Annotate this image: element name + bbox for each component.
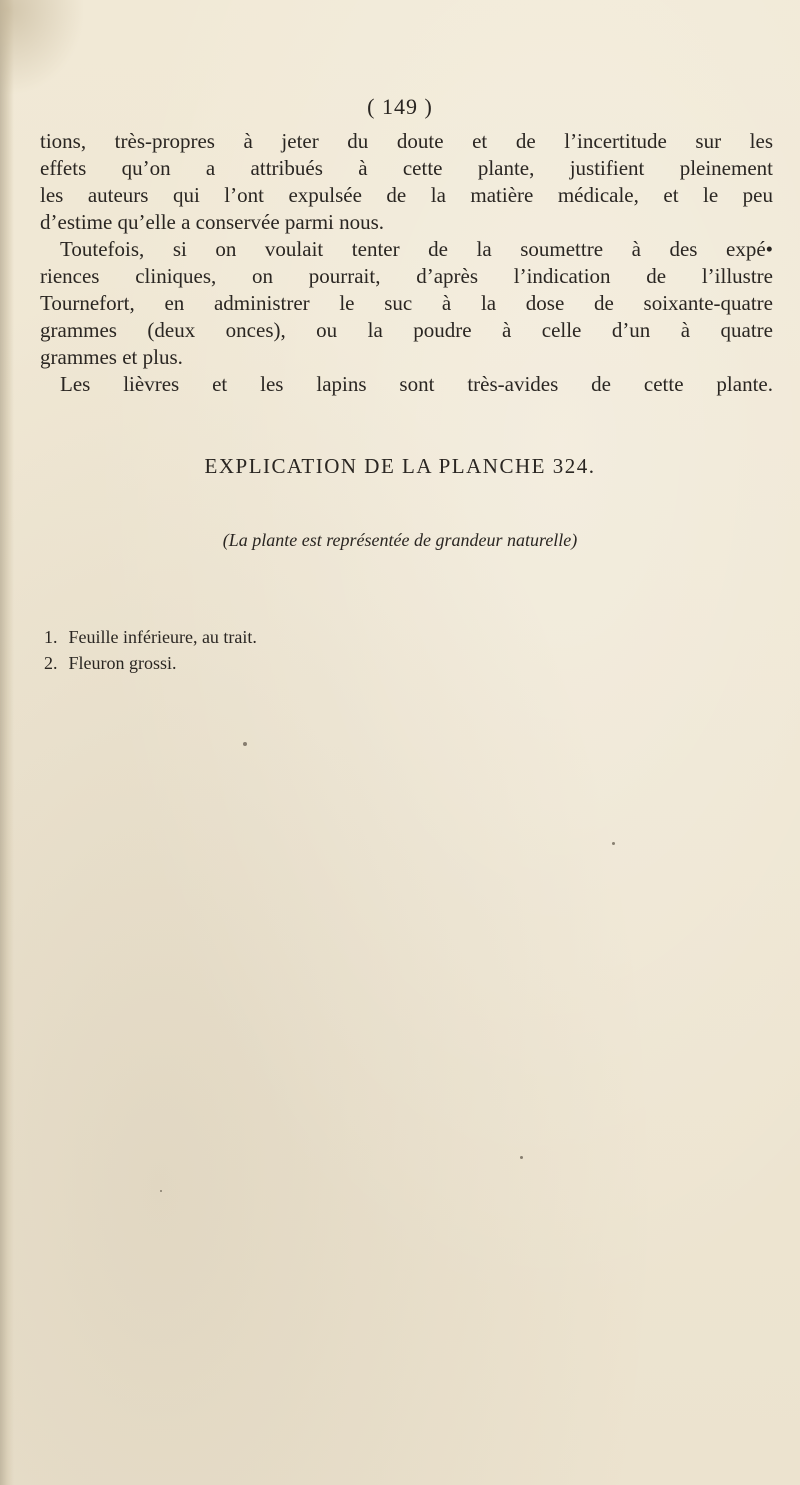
body-line: grammes et plus.: [40, 345, 183, 369]
legend-item-text: Fleuron grossi.: [68, 653, 177, 673]
page-number: ( 149 ): [367, 94, 433, 119]
paper-speck: [612, 842, 615, 845]
corner-stain: [0, 0, 85, 95]
binding-edge: [0, 0, 14, 1485]
body-line: tions, très-propres à jeter du doute et de l’incertitude sur les: [40, 129, 773, 153]
body-line: Toutefois, si on voulait tenter de la soumettre à des expé•: [60, 237, 773, 261]
legend-item: [44, 624, 257, 650]
body-line: riences cliniques, on pourrait, d’après l’indication de l’illustre: [40, 264, 773, 288]
plate-explanation-heading: EXPLICATION DE LA PLANCHE 324.: [204, 454, 596, 478]
body-line: Tournefort, en administrer le suc à la dose de soixante-quatre: [40, 291, 773, 315]
paper-speck: [160, 1190, 162, 1192]
body-text: [40, 128, 773, 398]
body-line: grammes (deux onces), ou la poudre à celle d’un à quatre: [40, 318, 773, 342]
body-line: les auteurs qui l’ont expulsée de la matière médicale, et le peu: [40, 183, 773, 207]
legend-item: [44, 650, 257, 676]
body-line: Les lièvres et les lapins sont très-avides de cette plante.: [60, 372, 773, 396]
plate-legend: [44, 624, 257, 676]
plate-explanation-subheading: (La plante est représentée de grandeur naturelle): [222, 530, 578, 550]
body-line: d’estime qu’elle a conservée parmi nous.: [40, 210, 385, 234]
legend-item-number: 2.: [44, 653, 58, 673]
paper-speck: [243, 742, 247, 746]
legend-item-text: Feuille inférieure, au trait.: [68, 627, 257, 647]
paper-speck: [520, 1156, 523, 1159]
legend-item-number: 1.: [44, 627, 58, 647]
body-line: effets qu’on a attribués à cette plante, justifient pleinement: [40, 156, 773, 180]
